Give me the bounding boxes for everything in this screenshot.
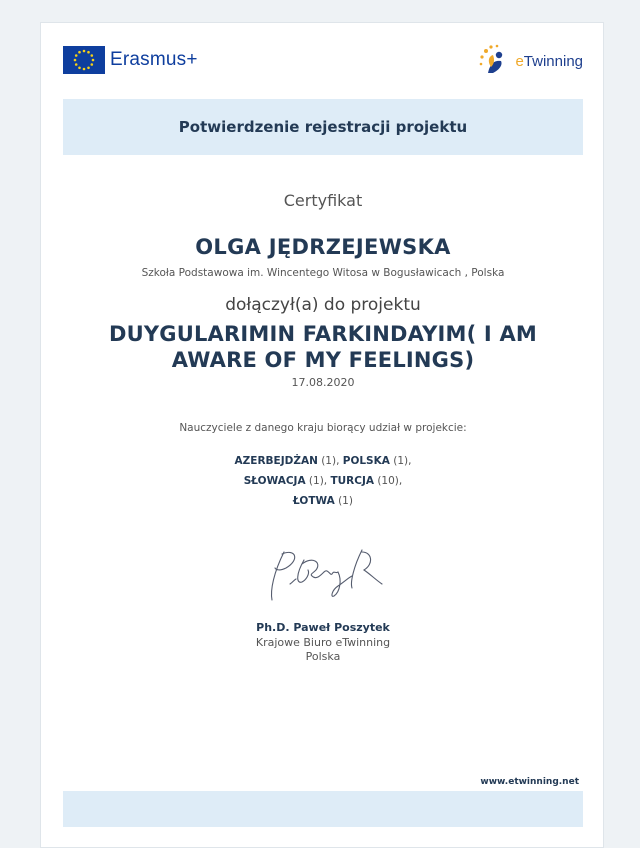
etwinning-logo xyxy=(477,43,583,79)
countries-list xyxy=(63,451,583,511)
erasmus-logo-text: Erasmus+ xyxy=(110,49,198,70)
etwinning-logo-text xyxy=(515,53,583,70)
etwinning-logo-prefix: e xyxy=(515,52,524,70)
signer-office-name: Krajowe Biuro eTwinning xyxy=(255,636,391,649)
project-title xyxy=(63,321,583,373)
eu-flag-icon xyxy=(63,46,105,74)
countries-line xyxy=(63,491,583,511)
title-band xyxy=(63,99,583,155)
country-name: SŁOWACJA xyxy=(243,475,306,487)
country-count: (1), xyxy=(389,455,412,467)
country-name: ŁOTWA xyxy=(293,495,335,507)
countries-line xyxy=(63,451,583,471)
footer-band xyxy=(63,791,583,827)
project-title-line-1: DUYGULARIMIN FARKINDAYIM( I AM xyxy=(109,322,537,346)
signer-country: Polska xyxy=(305,650,341,663)
project-title-line-2: AWARE OF MY FEELINGS) xyxy=(171,348,475,372)
countries-line xyxy=(63,471,583,491)
page-title: Potwierdzenie rejestracji projektu xyxy=(178,118,468,136)
country-name: AZERBEJDŻAN xyxy=(234,455,318,467)
country-count: (10), xyxy=(374,475,403,487)
signer-office xyxy=(63,636,583,664)
country-name: POLSKA xyxy=(342,455,390,467)
etwinning-logo-rest: Twinning xyxy=(523,52,583,70)
participant-name: OLGA JĘDRZEJEWSKA xyxy=(195,235,451,259)
signer-name: Ph.D. Paweł Poszytek xyxy=(256,621,390,634)
joined-text: dołączył(a) do projektu xyxy=(225,295,421,315)
certificate-label: Certyfikat xyxy=(283,191,363,210)
country-name: TURCJA xyxy=(330,475,374,487)
signature-image xyxy=(266,546,386,606)
erasmus-logo xyxy=(63,45,198,75)
etwinning-emblem-icon xyxy=(477,43,513,79)
country-count: (1), xyxy=(317,455,343,467)
country-count: (1) xyxy=(334,495,353,507)
country-count: (1), xyxy=(305,475,331,487)
certificate-page xyxy=(40,22,604,848)
registration-date: 17.08.2020 xyxy=(291,376,355,389)
school-name: Szkoła Podstawowa im. Wincentego Witosa w Bogusławicach , Polska xyxy=(141,267,505,279)
website-link[interactable]: www.etwinning.net xyxy=(480,777,579,787)
teachers-heading: Nauczyciele z danego kraju biorący udział w projekcie: xyxy=(179,422,467,434)
